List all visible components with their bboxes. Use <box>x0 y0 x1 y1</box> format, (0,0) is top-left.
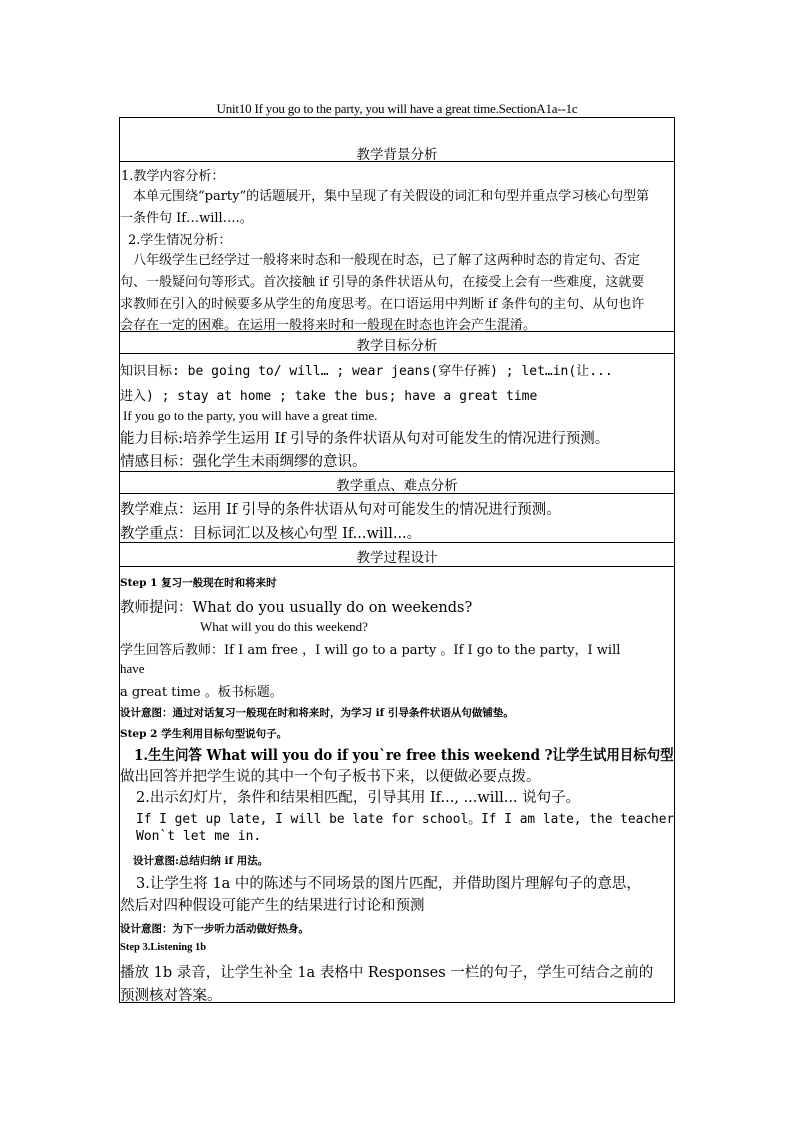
step2-item2: 2.出示幻灯片，条件和结果相匹配，引导其用 If..., ...will... 说句子。 <box>136 790 581 806</box>
step1-design-intent: 设计意图：通过对话复习一般现在时和将来时，为学习 if 引导条件状语从句做铺垫。 <box>120 707 514 719</box>
student-analysis-line: 求教师在引入的时候要多从学生的角度思考。在口语运用中判断 if 条件句的主句、从句也许 <box>120 297 645 312</box>
step2-item2: Won`t let me in. <box>136 829 262 844</box>
teaching-focus: 教学重点：目标词汇以及核心句型 If...will...。 <box>120 526 422 542</box>
step1-title: Step 1 复习一般现在时和将来时 <box>120 577 277 589</box>
section-heading-background: 教学背景分析 <box>356 147 438 163</box>
step2-design-intent: 设计意图：为下一步听力活动做好热身。 <box>120 923 309 935</box>
content-analysis-line: 本单元围绕“party”的话题展开，集中呈现了有关假设的词汇和句型并重点学习核心句型第 <box>133 189 650 204</box>
knowledge-goal-line: If you go to the party, you will have a great time. <box>123 408 378 423</box>
student-analysis-label: 2.学生情况分析： <box>128 233 232 248</box>
step1-answer: have <box>120 661 145 676</box>
content-analysis-line: 一条件句 If…will….。 <box>120 211 253 226</box>
step2-item2: If I get up late, I will be late for school。If I am late, the teacher <box>136 812 675 827</box>
step3-line: 预测核对答案。 <box>120 988 222 1004</box>
step1-answer: a great time 。板书标题。 <box>120 685 283 700</box>
step2-design-intent: 设计意图:总结归纳 if 用法。 <box>133 855 269 867</box>
content-analysis-label: 1.教学内容分析： <box>121 169 225 184</box>
teaching-difficulty: 教学难点：运用 If 引导的条件状语从句对可能发生的情况进行预测。 <box>120 502 561 518</box>
row-divider <box>120 542 674 543</box>
document-title: Unit10 If you go to the party, you will have a great time.SectionA1a--1c <box>216 101 578 116</box>
student-analysis-line: 会存在一定的困难。在运用一般将来时和一般现在时态也许会产生混淆。 <box>120 318 537 333</box>
knowledge-goal-line: 进入) ; stay at home ; take the bus; have a great time <box>120 389 538 404</box>
student-analysis-line: 句、一般疑问句等形式。首次接触 if 引导的条件状语从句，在接受上会有一些难度，这就要 <box>120 275 645 290</box>
step1-question: What will you do this weekend? <box>200 619 368 634</box>
step1-answer: 学生回答后教师：If I am free ，I will go to a party 。If I go to the party，I will <box>120 643 621 658</box>
step2-title: Step 2 学生利用目标句型说句子。 <box>120 728 288 740</box>
section-heading-key-points: 教学重点、难点分析 <box>336 478 458 494</box>
row-divider <box>120 471 674 472</box>
step2-item1: 1.生生问答 What will you do if you`re free this weekend ?让学生试用目标句型 <box>134 747 674 764</box>
row-divider <box>120 493 674 494</box>
student-analysis-line: 八年级学生已经学过一般将来时态和一般现在时态，已了解了这两种时态的肯定句、否定 <box>133 253 641 268</box>
row-divider <box>120 161 674 162</box>
lesson-plan-table <box>119 117 675 1003</box>
step2-item1: 做出回答并把学生说的其中一个句子板书下来，以便做必要点拨。 <box>120 769 541 785</box>
step3-title: Step 3.Listening 1b <box>120 942 207 953</box>
emotion-goal: 情感目标：强化学生未雨绸缪的意识。 <box>120 454 367 470</box>
row-divider <box>120 353 674 354</box>
row-divider <box>120 331 674 332</box>
step3-line: 播放 1b 录音，让学生补全 1a 表格中 Responses 一栏的句子，学生可结合之前的 <box>120 965 654 981</box>
ability-goal: 能力目标:培养学生运用 If 引导的条件状语从句对可能发生的情况进行预测。 <box>120 431 610 447</box>
section-heading-goals: 教学目标分析 <box>356 338 438 354</box>
step2-item3: 然后对四种假设可能产生的结果进行讨论和预测 <box>120 898 425 914</box>
knowledge-goal-line: 知识目标: be going to/ will… ; wear jeans(穿牛仔裤) ; let…in(让... <box>120 364 613 379</box>
row-divider <box>120 566 674 567</box>
section-heading-process: 教学过程设计 <box>356 550 438 566</box>
step1-question: 教师提问：What do you usually do on weekends? <box>120 600 473 616</box>
step2-item3: 3.让学生将 1a 中的陈述与不同场景的图片匹配，并借助图片理解句子的意思， <box>136 876 641 892</box>
